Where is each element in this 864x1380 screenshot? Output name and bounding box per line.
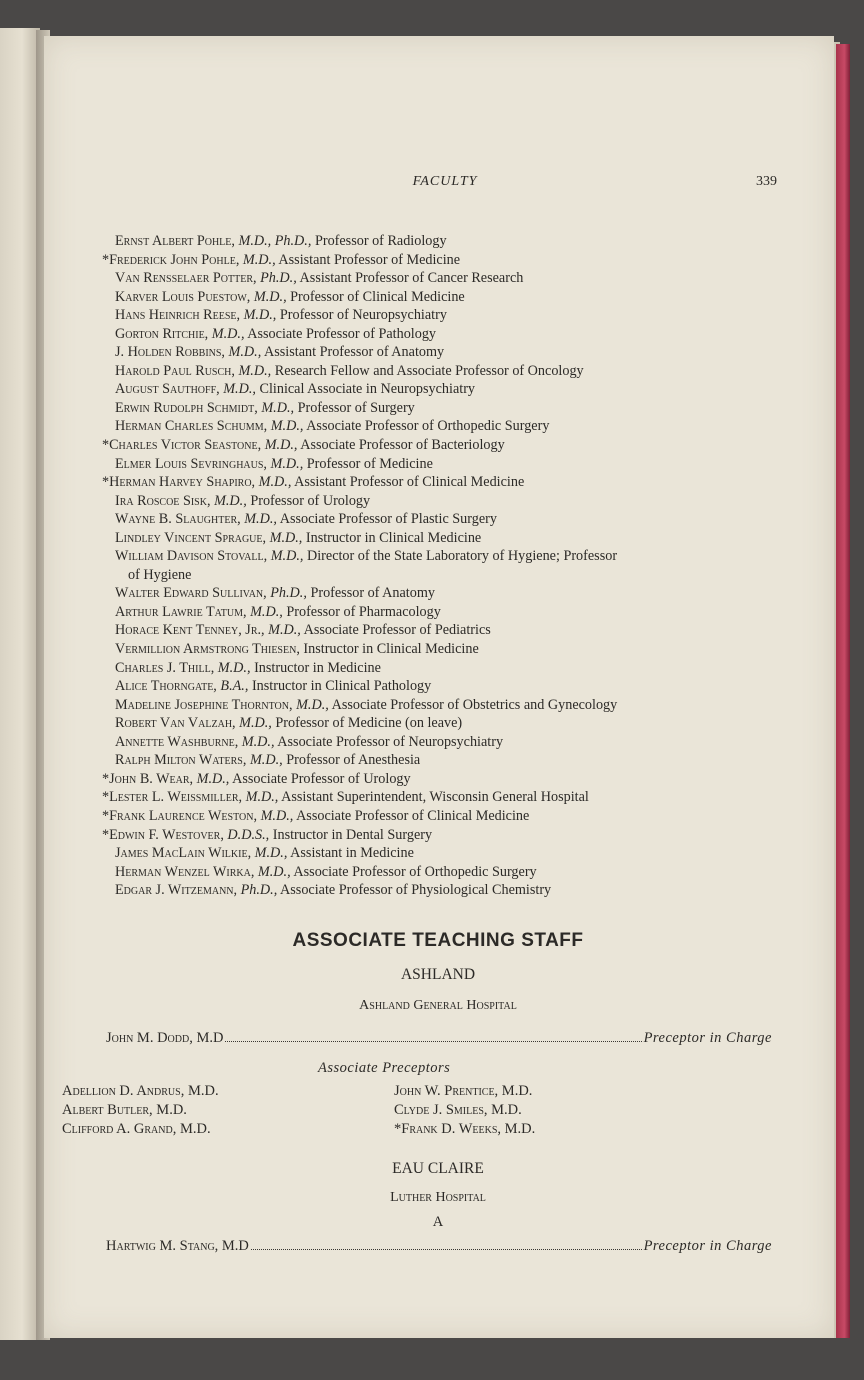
faculty-name: Vermillion Armstrong Thiesen, bbox=[115, 641, 300, 658]
faculty-degree: B.A., bbox=[220, 678, 249, 695]
preceptor-name: Hartwig M. Stang, M.D bbox=[106, 1238, 249, 1254]
faculty-degree: M.D., bbox=[270, 418, 304, 435]
faculty-degree: M.D., bbox=[223, 381, 256, 398]
faculty-degree: M.D., bbox=[243, 307, 277, 324]
faculty-entry bbox=[102, 621, 802, 640]
associate-name: *Frank D. Weeks, M.D. bbox=[394, 1121, 536, 1137]
faculty-entry bbox=[102, 863, 802, 882]
asterisk-marker: * bbox=[102, 251, 110, 268]
faculty-entry bbox=[102, 455, 802, 474]
associate-name: Albert Butler, M.D. bbox=[62, 1102, 187, 1118]
page-number: 339 bbox=[756, 174, 777, 189]
faculty-role: Director of the State Laboratory of Hygiene; Professor bbox=[306, 548, 618, 565]
associate-list-right bbox=[394, 1082, 535, 1139]
faculty-entry bbox=[102, 807, 802, 826]
faculty-name: Madeline Josephine Thornton, bbox=[115, 696, 293, 713]
faculty-role: Assistant Superintendent, Wisconsin General Hospital bbox=[281, 789, 589, 806]
faculty-entry bbox=[102, 603, 802, 622]
hospital-eau-claire: Luther Hospital bbox=[390, 1190, 486, 1205]
faculty-role: Associate Professor of Plastic Surgery bbox=[279, 511, 497, 528]
faculty-degree: M.D., bbox=[254, 845, 288, 862]
faculty-name: Gorton Ritchie, bbox=[115, 325, 209, 342]
faculty-entry bbox=[102, 269, 802, 288]
faculty-name: Charles Victor Seastone, bbox=[109, 437, 262, 454]
faculty-entry bbox=[102, 343, 802, 362]
asterisk-marker: * bbox=[102, 770, 110, 787]
faculty-degree: M.D., bbox=[196, 770, 230, 787]
faculty-name: Herman Wenzel Wirka, bbox=[115, 863, 255, 880]
preceptor-line-ashland bbox=[106, 1030, 772, 1047]
faculty-degree: M.D., bbox=[257, 863, 291, 880]
faculty-name: Harold Paul Rusch, bbox=[115, 362, 235, 379]
running-header: FACULTY bbox=[412, 174, 478, 189]
faculty-role: Assistant Professor of Clinical Medicine bbox=[294, 474, 525, 491]
associate-list-left bbox=[62, 1082, 219, 1139]
leader-dots bbox=[225, 1041, 641, 1042]
faculty-name: Robert Van Valzah, bbox=[115, 715, 236, 732]
faculty-degree: M.D., bbox=[245, 789, 279, 806]
faculty-entry bbox=[102, 362, 802, 381]
associate-name: Adellion D. Andrus, M.D. bbox=[62, 1083, 219, 1099]
faculty-degree: M.D., Ph.D., bbox=[238, 233, 312, 249]
faculty-degree: M.D., bbox=[242, 251, 276, 268]
faculty-role: Instructor in Medicine bbox=[254, 659, 381, 676]
faculty-degree: M.D., bbox=[270, 455, 304, 472]
preceptor-role: Preceptor in Charge bbox=[643, 1030, 772, 1046]
faculty-entry bbox=[102, 881, 802, 900]
faculty-degree: M.D., bbox=[239, 715, 272, 732]
faculty-name: James MacLain Wilkie, bbox=[115, 845, 252, 862]
faculty-degree: M.D., bbox=[260, 807, 294, 824]
preceptor-role: Preceptor in Charge bbox=[643, 1238, 772, 1254]
faculty-role: Professor of Medicine (on leave) bbox=[275, 715, 463, 732]
faculty-name: Alice Thorngate, bbox=[115, 678, 217, 695]
faculty-degree: M.D., bbox=[214, 492, 247, 509]
faculty-role: Assistant Professor of Anatomy bbox=[264, 344, 445, 361]
faculty-entry bbox=[102, 547, 802, 584]
faculty-degree: M.D., bbox=[217, 659, 251, 676]
faculty-entry bbox=[102, 399, 802, 418]
faculty-role: Associate Professor of Physiological Chemistry bbox=[280, 882, 552, 899]
faculty-role: Associate Professor of Obstetrics and Gynecology bbox=[331, 696, 618, 713]
faculty-entry bbox=[102, 788, 802, 807]
faculty-role: Associate Professor of Bacteriology bbox=[300, 437, 505, 454]
asterisk-marker: * bbox=[102, 826, 110, 843]
faculty-degree: M.D., bbox=[241, 733, 275, 750]
faculty-list bbox=[102, 232, 802, 900]
faculty-role: Associate Professor of Neuropsychiatry bbox=[277, 733, 504, 750]
faculty-degree: Ph.D., bbox=[270, 585, 307, 602]
faculty-name: Arthur Lawrie Tatum, bbox=[115, 603, 247, 620]
faculty-degree: M.D., bbox=[249, 752, 283, 769]
asterisk-marker: * bbox=[102, 789, 110, 806]
preceptor-name: John M. Dodd, M.D bbox=[106, 1030, 224, 1046]
faculty-degree: M.D., bbox=[228, 344, 262, 361]
faculty-entry bbox=[102, 510, 802, 529]
faculty-entry bbox=[102, 751, 802, 770]
faculty-name: Karver Louis Puestow, bbox=[115, 288, 251, 305]
faculty-name: Elmer Louis Sevringhaus, bbox=[115, 455, 267, 472]
faculty-role-continued: of Hygiene bbox=[128, 566, 192, 583]
faculty-degree: M.D., bbox=[261, 399, 295, 416]
faculty-entry bbox=[102, 770, 802, 789]
hospital-ashland: Ashland General Hospital bbox=[359, 998, 517, 1013]
faculty-name: Wayne B. Slaughter, bbox=[115, 511, 241, 528]
faculty-entry bbox=[102, 640, 802, 659]
faculty-degree: M.D., bbox=[211, 325, 245, 342]
faculty-entry bbox=[102, 826, 802, 845]
book-page bbox=[44, 36, 834, 1338]
faculty-degree: M.D., bbox=[258, 474, 292, 491]
city-heading-eau-claire: EAU CLAIRE bbox=[392, 1160, 484, 1177]
faculty-role: Professor of Radiology bbox=[314, 233, 447, 249]
faculty-entry bbox=[102, 380, 802, 399]
asterisk-marker: * bbox=[102, 437, 110, 454]
faculty-name: J. Holden Robbins, bbox=[115, 344, 225, 361]
faculty-name: Erwin Rudolph Schmidt, bbox=[115, 399, 258, 416]
faculty-role: Professor of Clinical Medicine bbox=[290, 288, 465, 305]
section-title: ASSOCIATE TEACHING STAFF bbox=[292, 930, 584, 951]
faculty-name: William Davison Stovall, bbox=[115, 548, 268, 565]
faculty-entry bbox=[102, 733, 802, 752]
faculty-role: Professor of Pharmacology bbox=[286, 603, 441, 620]
faculty-degree: M.D., bbox=[253, 288, 287, 305]
faculty-entry bbox=[102, 492, 802, 511]
faculty-role: Associate Professor of Orthopedic Surgery bbox=[306, 418, 550, 435]
faculty-entry bbox=[102, 677, 802, 696]
faculty-name: Edgar J. Witzemann, bbox=[115, 882, 238, 899]
faculty-degree: D.D.S., bbox=[227, 826, 270, 843]
section-letter: A bbox=[432, 1214, 444, 1230]
faculty-degree: M.D., bbox=[250, 603, 283, 620]
faculty-role: Associate Professor of Pathology bbox=[247, 325, 437, 342]
preceptor-line-eau-claire bbox=[106, 1238, 772, 1255]
faculty-role: Professor of Anesthesia bbox=[286, 752, 421, 769]
left-page-edge bbox=[0, 28, 40, 1340]
faculty-degree: M.D., bbox=[244, 511, 277, 528]
faculty-role: Professor of Anatomy bbox=[310, 585, 435, 602]
faculty-role: Associate Professor of Orthopedic Surgery bbox=[293, 863, 537, 880]
faculty-role: Instructor in Clinical Pathology bbox=[251, 678, 432, 695]
faculty-role: Professor of Neuropsychiatry bbox=[279, 307, 447, 324]
faculty-degree: M.D., bbox=[238, 362, 272, 379]
faculty-name: Van Rensselaer Potter, bbox=[115, 270, 257, 287]
faculty-name: Ralph Milton Waters, bbox=[115, 752, 247, 769]
faculty-role: Associate Professor of Urology bbox=[232, 770, 411, 787]
faculty-entry bbox=[102, 417, 802, 436]
faculty-entry bbox=[102, 584, 802, 603]
faculty-degree: M.D., bbox=[268, 622, 301, 639]
faculty-entry bbox=[102, 325, 802, 344]
faculty-entry bbox=[102, 659, 802, 678]
faculty-name: August Sauthoff, bbox=[115, 381, 220, 398]
asterisk-marker: * bbox=[102, 474, 110, 491]
city-heading-ashland: ASHLAND bbox=[400, 966, 476, 983]
faculty-role: Associate Professor of Clinical Medicine bbox=[296, 807, 530, 824]
red-page-edge bbox=[836, 44, 850, 1338]
associate-preceptors-heading: Associate Preceptors bbox=[318, 1060, 451, 1076]
faculty-role: Associate Professor of Pediatrics bbox=[303, 622, 491, 639]
faculty-role: Assistant Professor of Cancer Research bbox=[299, 270, 524, 287]
faculty-degree: Ph.D., bbox=[240, 882, 278, 899]
faculty-degree: Ph.D., bbox=[260, 270, 297, 287]
faculty-name: Ernst Albert Pohle, bbox=[115, 233, 235, 249]
faculty-role: Professor of Surgery bbox=[297, 399, 415, 416]
faculty-entry bbox=[102, 288, 802, 307]
faculty-role: Professor of Medicine bbox=[306, 455, 433, 472]
associate-name: John W. Prentice, M.D. bbox=[394, 1083, 533, 1099]
faculty-role: Research Fellow and Associate Professor of Oncology bbox=[274, 362, 584, 379]
faculty-entry bbox=[102, 251, 802, 270]
faculty-role: Instructor in Clinical Medicine bbox=[303, 641, 479, 658]
faculty-name: Herman Harvey Shapiro, bbox=[109, 474, 256, 491]
faculty-degree: M.D., bbox=[270, 548, 304, 565]
faculty-entry bbox=[102, 844, 802, 863]
faculty-name: Horace Kent Tenney, Jr., bbox=[115, 622, 265, 639]
faculty-name: Annette Washburne, bbox=[115, 733, 239, 750]
faculty-entry bbox=[102, 529, 802, 548]
faculty-degree: M.D., bbox=[296, 696, 329, 713]
leader-dots bbox=[251, 1249, 642, 1250]
faculty-name: Frederick John Pohle, bbox=[109, 251, 240, 268]
faculty-entry bbox=[102, 436, 802, 455]
faculty-role: Clinical Associate in Neuropsychiatry bbox=[259, 381, 476, 398]
faculty-role: Instructor in Dental Surgery bbox=[272, 826, 433, 843]
faculty-degree: M.D., bbox=[264, 437, 298, 454]
faculty-name: John B. Wear, bbox=[109, 770, 194, 787]
faculty-name: Hans Heinrich Reese, bbox=[115, 307, 241, 324]
faculty-name: Lindley Vincent Sprague, bbox=[115, 529, 267, 546]
faculty-entry bbox=[102, 696, 802, 715]
faculty-name: Ira Roscoe Sisk, bbox=[115, 492, 211, 509]
faculty-entry bbox=[102, 306, 802, 325]
faculty-role: Assistant Professor of Medicine bbox=[278, 251, 461, 268]
faculty-degree: M.D., bbox=[269, 529, 303, 546]
faculty-name: Frank Laurence Weston, bbox=[109, 807, 258, 824]
faculty-name: Lester L. Weissmiller, bbox=[109, 789, 243, 806]
asterisk-marker: * bbox=[102, 807, 110, 824]
faculty-role: Professor of Urology bbox=[250, 492, 371, 509]
faculty-entry bbox=[102, 232, 802, 251]
associate-name: Clyde J. Smiles, M.D. bbox=[394, 1102, 522, 1118]
faculty-role: Instructor in Clinical Medicine bbox=[305, 529, 482, 546]
faculty-entry bbox=[102, 473, 802, 492]
faculty-name: Walter Edward Sullivan, bbox=[115, 585, 267, 602]
associate-name: Clifford A. Grand, M.D. bbox=[62, 1121, 211, 1137]
faculty-name: Herman Charles Schumm, bbox=[115, 418, 268, 435]
faculty-role: Assistant in Medicine bbox=[290, 845, 414, 862]
faculty-name: Edwin F. Westover, bbox=[109, 826, 224, 843]
faculty-name: Charles J. Thill, bbox=[115, 659, 215, 676]
faculty-entry bbox=[102, 714, 802, 733]
